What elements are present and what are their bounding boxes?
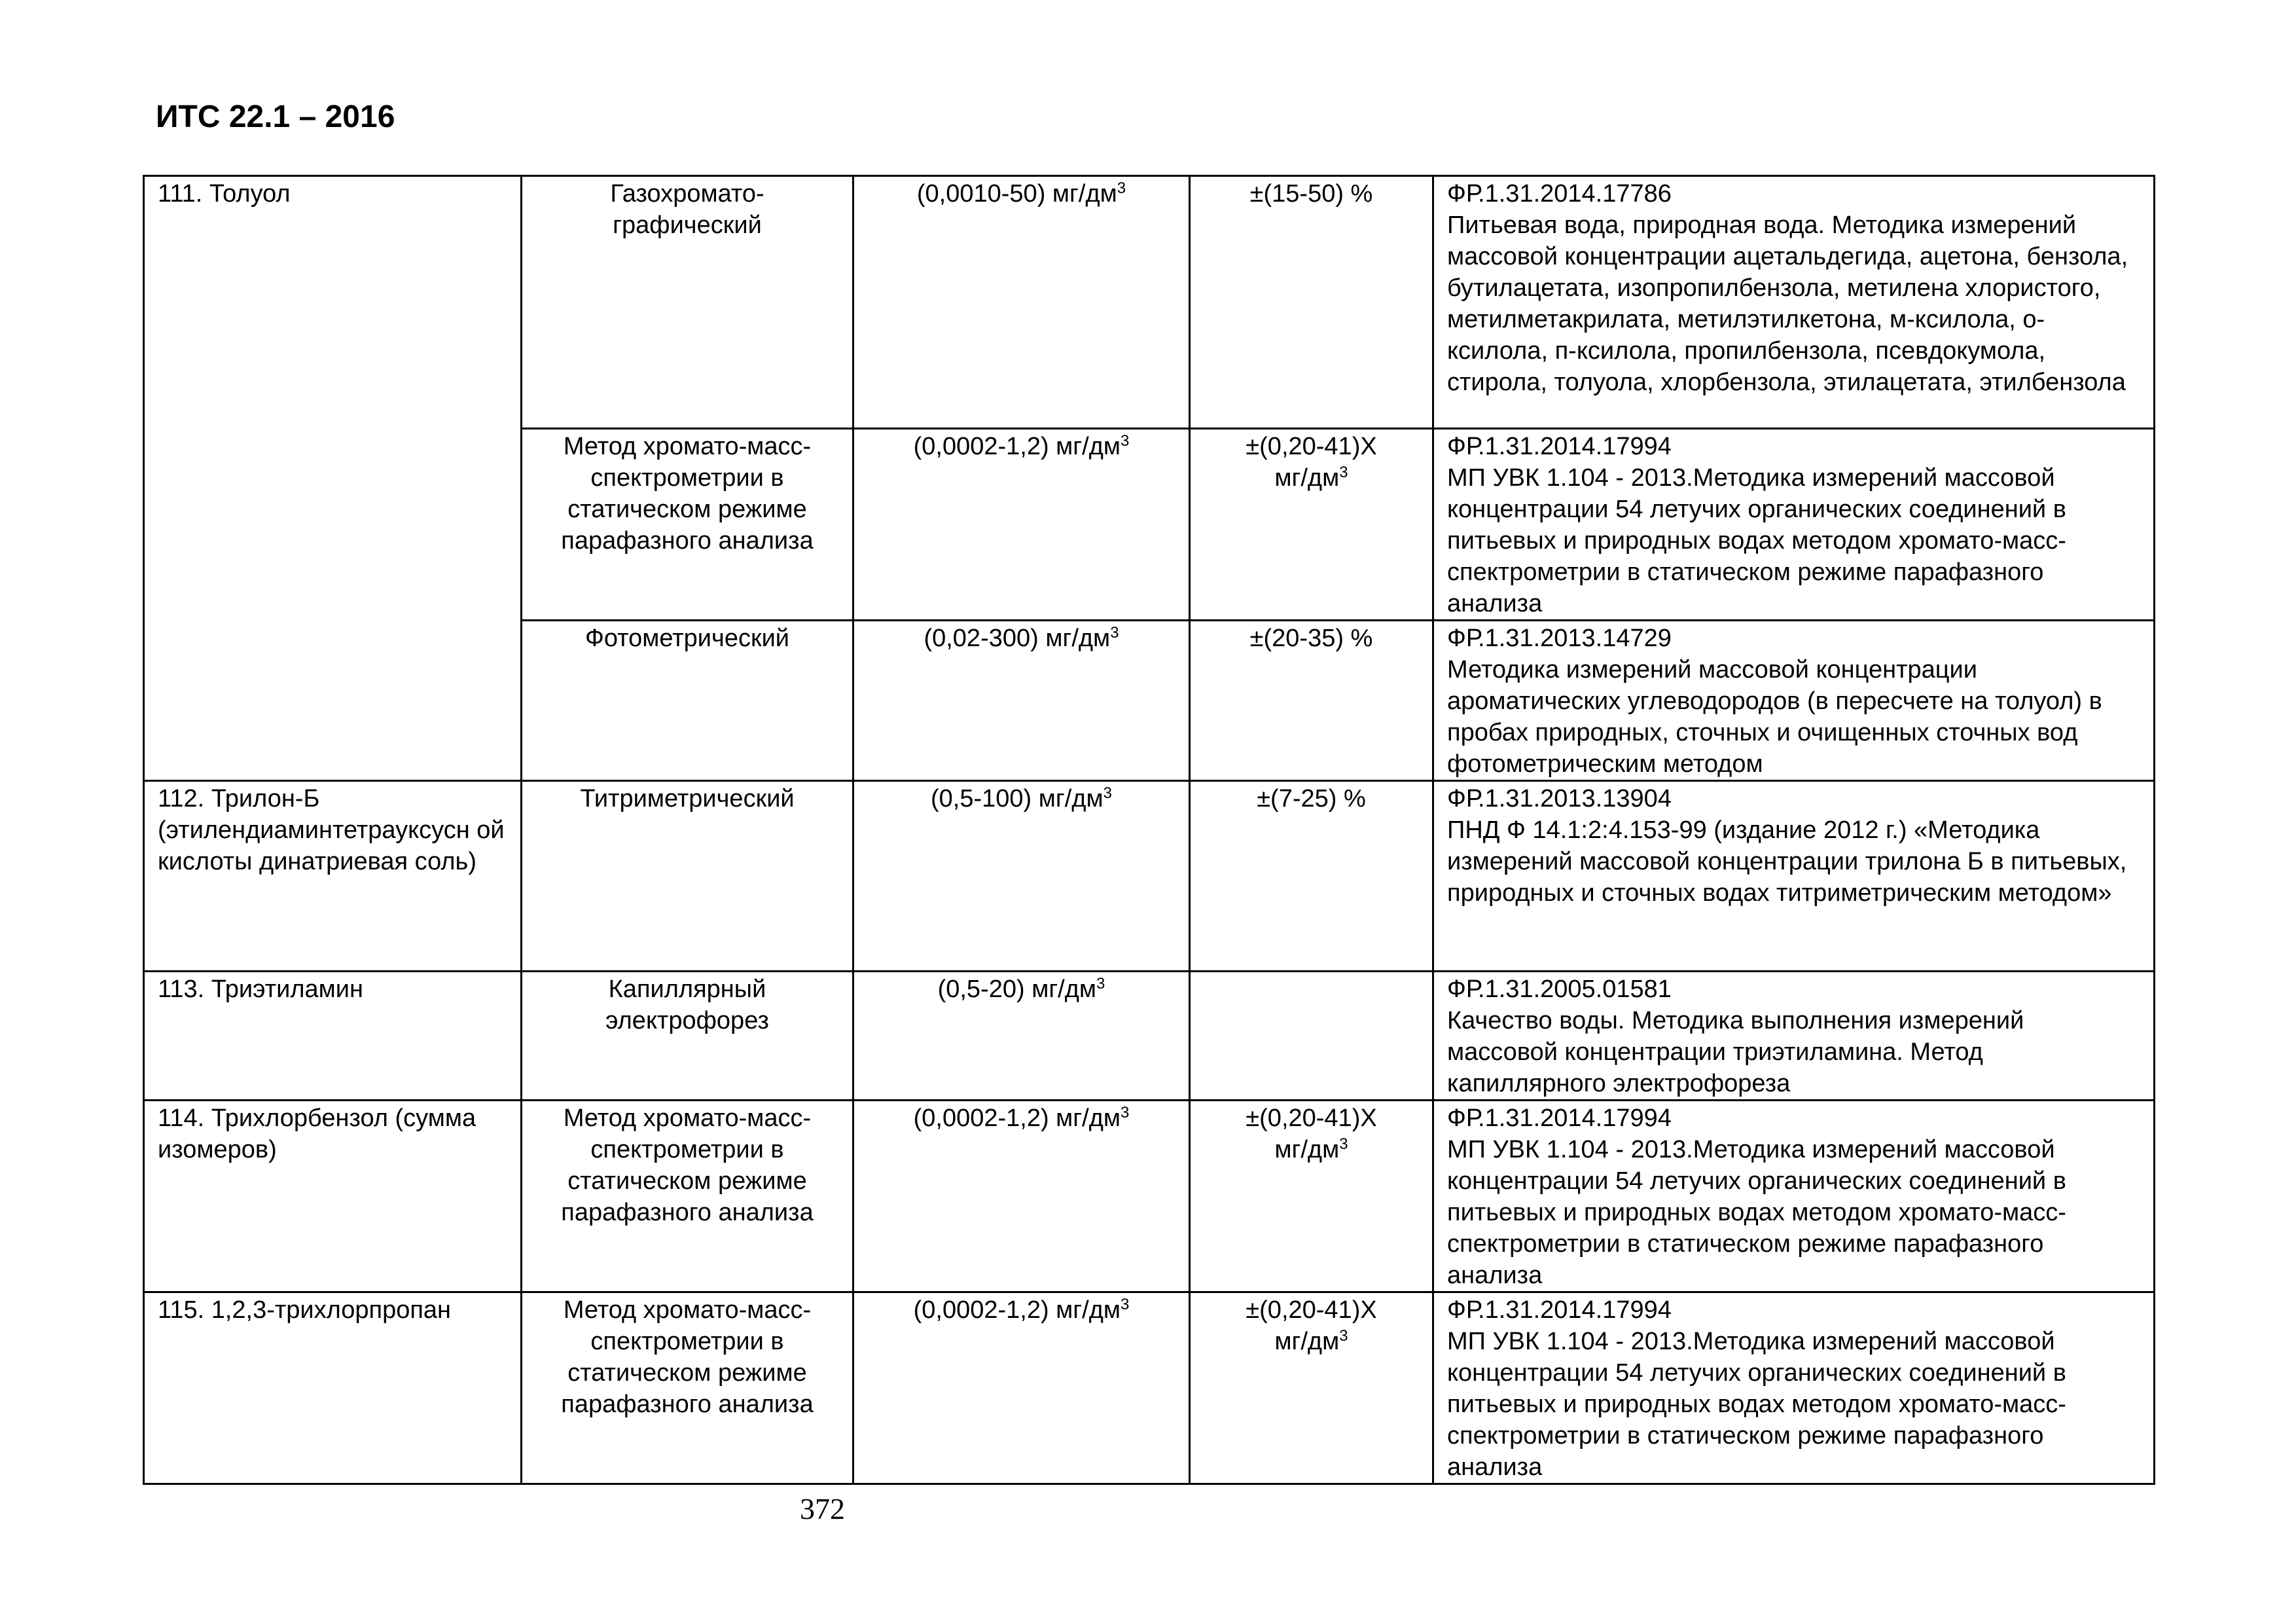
range-cell xyxy=(853,176,1190,429)
method-name: Метод хромато-масс- спектрометрии в статическом режиме парафазного анализа xyxy=(561,1104,814,1226)
document-cell xyxy=(1433,781,2155,972)
error-cell xyxy=(1190,1292,1433,1484)
substance-cell xyxy=(144,781,522,972)
error-value: ±(0,20-41)Х xyxy=(1246,1104,1377,1132)
document-code: ФР.1.31.2013.14729 xyxy=(1447,625,1672,652)
range-value: (0,02-300) мг/дм xyxy=(924,625,1111,652)
range-value: (0,5-100) мг/дм xyxy=(931,785,1103,812)
error-cell xyxy=(1190,176,1433,429)
error-value: ±(15-50) % xyxy=(1249,180,1373,208)
range-cell xyxy=(853,1292,1190,1484)
substance-cell xyxy=(144,1101,522,1292)
document-cell xyxy=(1433,429,2155,621)
method-cell xyxy=(522,176,853,429)
method-cell xyxy=(522,972,853,1101)
method-name: Метод хромато-масс- спектрометрии в статическом режиме парафазного анализа xyxy=(561,1296,814,1418)
error-superscript: 3 xyxy=(1339,1135,1348,1153)
method-name: Фотометрический xyxy=(584,625,790,652)
range-superscript: 3 xyxy=(1110,624,1119,642)
method-name: Газохромато- графический xyxy=(610,180,764,239)
method-cell xyxy=(522,621,853,781)
method-name: Титриметрический xyxy=(580,785,795,812)
document-description: МП УВК 1.104 - 2013.Методика измерений массовой концентрации 54 летучих органических соединений в питьевых и природных водах методом хромато-масс-спектрометрии в статическом режиме парафазного анализа xyxy=(1447,1136,2066,1289)
document-code: ФР.1.31.2014.17994 xyxy=(1447,433,1672,460)
error-cell xyxy=(1190,621,1433,781)
range-superscript: 3 xyxy=(1096,975,1105,993)
document-cell xyxy=(1433,1292,2155,1484)
substance-cell xyxy=(144,1292,522,1484)
error-value: ±(0,20-41)Х xyxy=(1246,1296,1377,1324)
error-superscript: 3 xyxy=(1339,464,1348,481)
document-cell xyxy=(1433,621,2155,781)
method-cell xyxy=(522,781,853,972)
document-description: Качество воды. Методика выполнения измерений массовой концентрации триэтиламина. Метод капиллярного электрофореза xyxy=(1447,1007,2024,1097)
method-name: Капиллярный электрофорез xyxy=(605,976,769,1034)
methods-table xyxy=(143,175,2155,1485)
error-cell xyxy=(1190,1101,1433,1292)
error-cell xyxy=(1190,429,1433,621)
method-cell xyxy=(522,1101,853,1292)
error-unit: мг/дм xyxy=(1274,1136,1340,1163)
table-row xyxy=(144,972,2155,1101)
document-description: МП УВК 1.104 - 2013.Методика измерений массовой концентрации 54 летучих органических соединений в питьевых и природных водах методом хромато-масс-спектрометрии в статическом режиме парафазного анализа xyxy=(1447,1328,2066,1481)
document-cell xyxy=(1433,972,2155,1101)
range-superscript: 3 xyxy=(1121,1104,1130,1122)
range-cell xyxy=(853,621,1190,781)
document-code: ФР.1.31.2014.17786 xyxy=(1447,180,1672,208)
table-row xyxy=(144,781,2155,972)
document-description: ПНД Ф 14.1:2:4.153-99 (издание 2012 г.) «Методика измерений массовой концентрации трилона Б в питьевых, природных и сточных водах титриметрическим методом» xyxy=(1447,816,2127,907)
document-cell xyxy=(1433,176,2155,429)
error-superscript: 3 xyxy=(1339,1327,1348,1345)
document-code: ФР.1.31.2013.13904 xyxy=(1447,785,1672,812)
error-value: ±(7-25) % xyxy=(1257,785,1366,812)
error-cell xyxy=(1190,781,1433,972)
error-unit: мг/дм xyxy=(1274,464,1340,492)
range-cell xyxy=(853,972,1190,1101)
substance-name: 114. Трихлорбензол (сумма изомеров) xyxy=(158,1104,476,1163)
document-code: ФР.1.31.2014.17994 xyxy=(1447,1296,1672,1324)
range-cell xyxy=(853,781,1190,972)
document-description: Питьевая вода, природная вода. Методика измерений массовой концентрации ацетальдегида, ацетона, бензола, бутилацетата, изопропилбензола, метилена хлористого, метилметакрилата, метилэтилкетона, м-ксилола, о-ксилола, п-ксилола, пропилбензола, псевдокумола, стирола, толуола, хлорбензола, этилацетата, этилбензола xyxy=(1447,211,2128,396)
range-value: (0,0002-1,2) мг/дм xyxy=(913,433,1121,460)
table-row xyxy=(144,1101,2155,1292)
method-name: Метод хромато-масс- спектрометрии в статическом режиме парафазного анализа xyxy=(561,433,814,555)
range-superscript: 3 xyxy=(1121,432,1130,450)
page-header-title: ИТС 22.1 – 2016 xyxy=(156,100,395,134)
range-superscript: 3 xyxy=(1103,784,1112,802)
method-cell xyxy=(522,1292,853,1484)
document-description: Методика измерений массовой концентрации ароматических углеводородов (в пересчете на толуол) в пробах природных, сточных и очищенных сточных вод фотометрическим методом xyxy=(1447,656,2102,778)
substance-name: 113. Триэтиламин xyxy=(158,976,363,1003)
substance-name: 111. Толуол xyxy=(158,180,291,208)
range-value: (0,0010-50) мг/дм xyxy=(916,180,1117,208)
error-cell xyxy=(1190,972,1433,1101)
range-value: (0,0002-1,2) мг/дм xyxy=(913,1296,1121,1324)
substance-name: 112. Трилон-Б (этилендиаминтетрауксусн ой кислоты динатриевая соль) xyxy=(158,785,505,875)
range-cell xyxy=(853,1101,1190,1292)
substance-cell xyxy=(144,176,522,781)
table-row xyxy=(144,1292,2155,1484)
range-superscript: 3 xyxy=(1121,1296,1130,1313)
error-value: ±(0,20-41)Х xyxy=(1246,433,1377,460)
document-description: МП УВК 1.104 - 2013.Методика измерений массовой концентрации 54 летучих органических соединений в питьевых и природных водах методом хромато-масс-спектрометрии в статическом режиме парафазного анализа xyxy=(1447,464,2066,617)
document-code: ФР.1.31.2014.17994 xyxy=(1447,1104,1672,1132)
document-cell xyxy=(1433,1101,2155,1292)
substance-cell xyxy=(144,972,522,1101)
range-value: (0,0002-1,2) мг/дм xyxy=(913,1104,1121,1132)
document-code: ФР.1.31.2005.01581 xyxy=(1447,976,1672,1003)
page-number: 372 xyxy=(800,1492,845,1525)
error-unit: мг/дм xyxy=(1274,1328,1340,1355)
range-superscript: 3 xyxy=(1117,179,1126,197)
error-value: ±(20-35) % xyxy=(1249,625,1373,652)
range-value: (0,5-20) мг/дм xyxy=(937,976,1097,1003)
table-row xyxy=(144,176,2155,429)
substance-name: 115. 1,2,3-трихлорпропан xyxy=(158,1296,452,1324)
range-cell xyxy=(853,429,1190,621)
method-cell xyxy=(522,429,853,621)
